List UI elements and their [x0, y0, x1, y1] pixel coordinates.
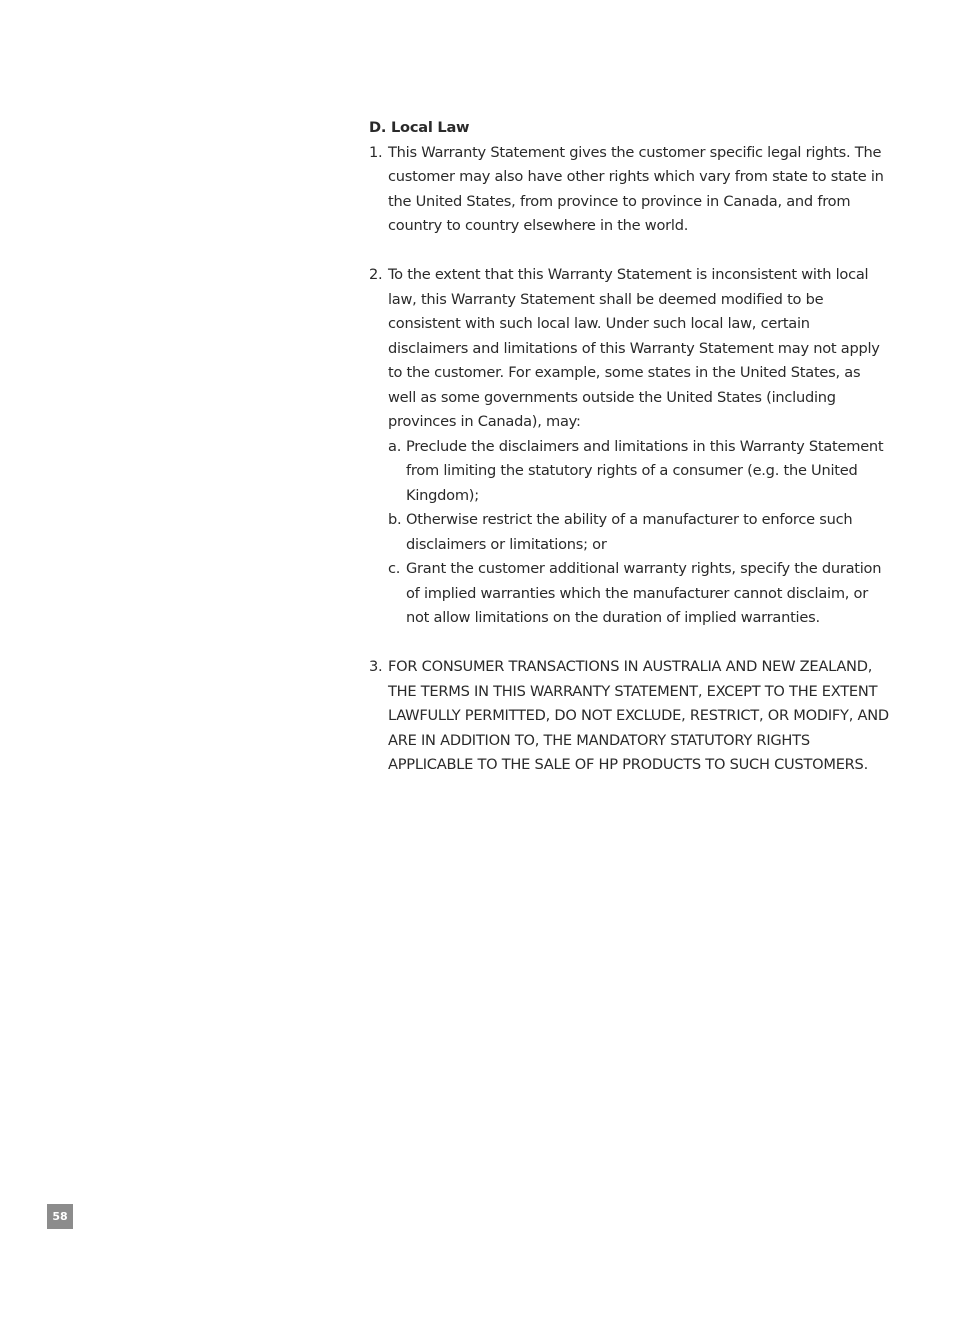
page-number: 58	[47, 1204, 73, 1229]
list-item-number: 3.	[369, 658, 383, 675]
document-body	[369, 116, 889, 778]
list-item-text: FOR CONSUMER TRANSACTIONS IN AUSTRALIA AND NEW ZEALAND, THE TERMS IN THIS WARRANTY STATEMENT, EXCEPT TO THE EXTENT LAWFULLY PERMITTED, DO NOT EXCLUDE, RESTRICT, OR MODIFY, AND ARE IN ADDITION TO, THE MANDATORY STATUTORY RIGHTS APPLICABLE TO THE SALE OF HP PRODUCTS TO SUCH CUSTOMERS.	[388, 658, 889, 773]
sub-item-text: Otherwise restrict the ability of a manufacturer to enforce such disclaimers or limitations; or	[406, 511, 853, 553]
list-item-text: This Warranty Statement gives the customer specific legal rights. The customer may also have other rights which vary from state to state in the United States, from province to province in Canada, and from country to country elsewhere in the world.	[388, 143, 884, 234]
section-heading: D. Local Law	[369, 119, 470, 136]
sub-item-letter: b.	[388, 511, 402, 528]
list-item-number: 2.	[369, 266, 383, 283]
sub-item-b	[388, 508, 889, 557]
list-item-text: To the extent that this Warranty Statement is inconsistent with local law, this Warranty Statement shall be deemed modified to be consistent with such local law. Under such local law, certain disclaimers and limitations of this Warranty Statement may not apply to the customer. For example, some states in the United States, as well as some governments outside the United States (including provinces in Canada), may:	[388, 266, 880, 430]
list-item-number: 1.	[369, 143, 383, 161]
sub-item-text: Preclude the disclaimers and limitations in this Warranty Statement from limiting the statutory rights of a consumer (e.g. the United Kingdom);	[406, 437, 884, 504]
sub-item-text: Grant the customer additional warranty rights, specify the duration of implied warranties which the manufacturer cannot disclaim, or not allow limitations on the duration of implied warranties.	[406, 560, 882, 626]
list-item-2	[369, 263, 889, 631]
sub-item-letter: c.	[388, 560, 401, 577]
sub-item-a	[388, 435, 889, 509]
sub-item-letter: a.	[388, 437, 402, 455]
list-item-1	[369, 141, 889, 239]
list-item-3	[369, 655, 889, 778]
sub-item-c	[388, 557, 889, 631]
